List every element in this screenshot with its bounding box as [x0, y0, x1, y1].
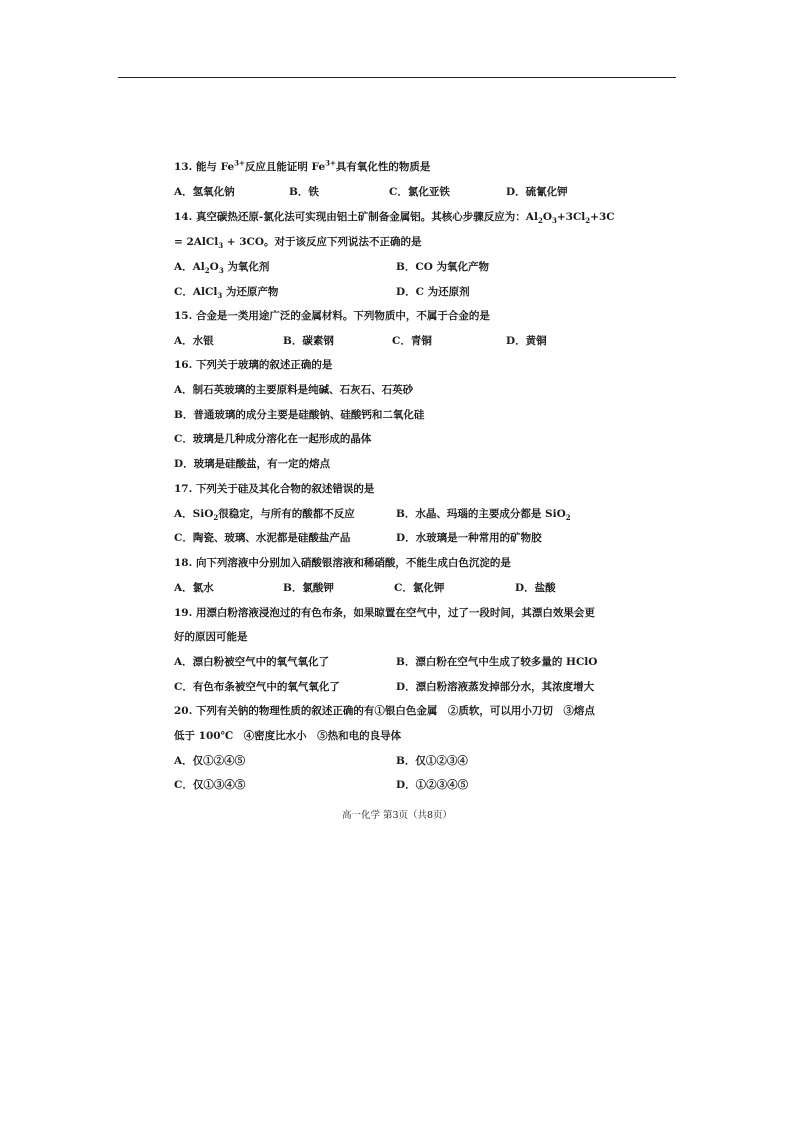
q20-option-b: B．仅①②③④ [396, 755, 468, 767]
q17-option-c: C．陶瓷、玻璃、水泥都是硅酸盐产品 [174, 532, 351, 544]
q15-option-c: C．青铜 [392, 335, 432, 347]
q13-option-a: A．氢氧化钠 [174, 186, 235, 198]
q18-option-d: D．盐酸 [515, 582, 556, 594]
q16-option-b: B．普通玻璃的成分主要是硅酸钠、硅酸钙和二氧化硅 [174, 409, 425, 421]
question-20-stem-line1: 20. 下列有关钠的物理性质的叙述正确的有①银白色金属 ②质软，可以用小刀切 ③熔点 [174, 705, 595, 717]
q18-option-c: C．氯化钾 [394, 582, 445, 594]
question-16-stem: 16. 下列关于玻璃的叙述正确的是 [174, 359, 333, 371]
q13-option-b: B．铁 [289, 186, 319, 198]
q16-option-d: D．玻璃是硅酸盐，有一定的熔点 [174, 458, 331, 470]
header-rule [118, 77, 676, 78]
q18-option-b: B．氯酸钾 [283, 582, 334, 594]
q17-option-a: A．SiO$_2$很稳定，与所有的酸都不反应 [174, 508, 355, 523]
q14-option-a: A．$Al_2O_3$ 为氧化剂 [174, 261, 270, 276]
question-19-stem-line2: 好的原因可能是 [174, 631, 248, 643]
q17-option-b: B．水晶、玛瑙的主要成分都是 SiO$_2$ [396, 508, 571, 523]
q19-option-a: A．漂白粉被空气中的氧气氧化了 [174, 656, 330, 668]
q15-option-d: D．黄铜 [506, 335, 547, 347]
question-14-stem-line2: = 2AlCl$_3$ + 3CO。对于该反应下列说法不正确的是 [174, 236, 422, 251]
q15-option-b: B．碳素钢 [283, 335, 334, 347]
q20-option-a: A．仅①②④⑤ [174, 755, 246, 767]
question-14-stem-line1: 14. 真空碳热还原-氯化法可实现由铝土矿制备金属铝。其核心步骤反应为：$Al_2O_3+3Cl_2+3C$ [174, 211, 615, 226]
q14-option-d: D．C 为还原剂 [396, 286, 470, 298]
q18-option-a: A．氯水 [174, 582, 214, 594]
q19-option-b: B．漂白粉在空气中生成了较多量的 HClO [396, 656, 598, 668]
q13-option-d: D．硫氰化钾 [506, 186, 568, 198]
q14-option-c: C．AlCl$_3$ 为还原产物 [174, 286, 279, 301]
page-footer: 高一化学 第3页（共8页） [341, 810, 453, 821]
q16-option-c: C．玻璃是几种成分溶化在一起形成的晶体 [174, 433, 372, 445]
q13-option-c: C．氯化亚铁 [389, 186, 450, 198]
q15-option-a: A．水银 [174, 335, 214, 347]
q20-option-d: D．①②③④⑤ [396, 779, 469, 791]
q16-option-a: A．制石英玻璃的主要原料是纯碱、石灰石、石英砂 [174, 384, 414, 396]
q20-option-c: C．仅①③④⑤ [174, 779, 246, 791]
q14-option-b: B．CO 为氧化产物 [396, 261, 490, 273]
question-18-stem: 18. 向下列溶液中分别加入硝酸银溶液和稀硝酸，不能生成白色沉淀的是 [174, 557, 511, 569]
q19-option-c: C．有色布条被空气中的氧气氧化了 [174, 681, 340, 693]
question-20-stem-line2: 低于 100℃ ④密度比水小 ⑤热和电的良导体 [174, 730, 402, 742]
question-19-stem-line1: 19. 用漂白粉溶液浸泡过的有色布条，如果晾置在空气中，过了一段时间，其漂白效果会更 [174, 607, 595, 619]
question-15-stem: 15. 合金是一类用途广泛的金属材料。下列物质中，不属于合金的是 [174, 310, 490, 322]
q17-option-d: D．水玻璃是一种常用的矿物胶 [396, 532, 542, 544]
q19-option-d: D．漂白粉溶液蒸发掉部分水，其浓度增大 [396, 681, 595, 693]
question-17-stem: 17. 下列关于硅及其化合物的叙述错误的是 [174, 483, 375, 495]
question-13-stem: 13. 能与 $Fe^{3+}$反应且能证明 $Fe^{3+}$具有氧化性的物质是 [174, 158, 431, 173]
